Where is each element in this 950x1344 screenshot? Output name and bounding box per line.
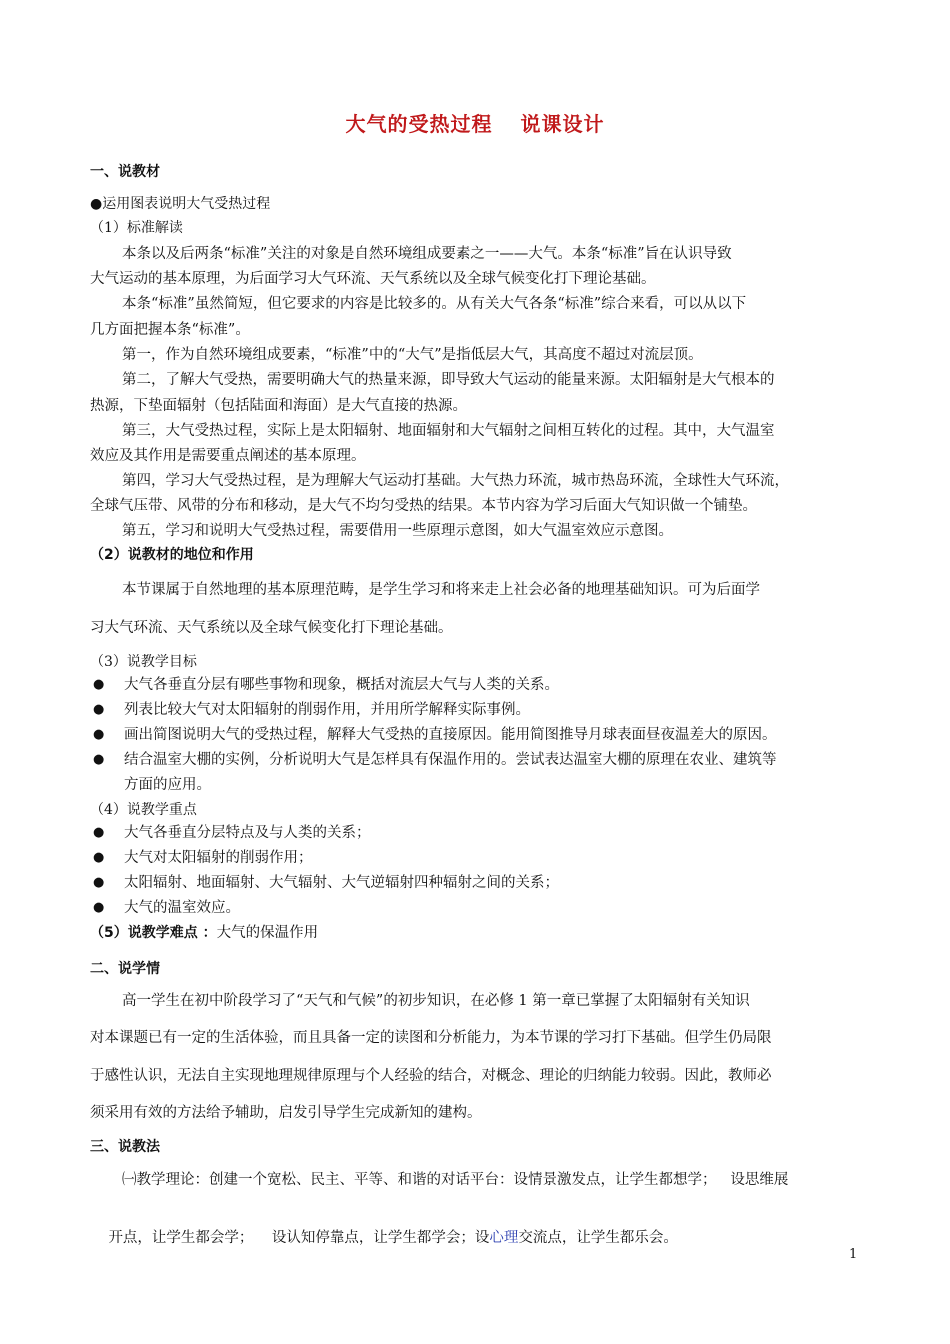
section-heading-teaching-material: 一、说教材 — [90, 164, 160, 180]
highlighted-text: 心理 — [489, 1230, 519, 1246]
paragraph-line: 高一学生在初中阶段学习了“天气和气候”的初步知识，在必修 1 第一章已掌握了太阳辐射有关知识 — [122, 993, 750, 1009]
bullet-icon: ● — [93, 850, 105, 865]
topic-line: ●运用图表说明大气受热过程 — [90, 196, 271, 212]
paragraph-line: 第二，了解大气受热，需要明确大气的热量来源，即导致大气运动的能量来源。太阳辐射是大气根本的 — [122, 372, 775, 388]
paragraph-line — [90, 1208, 860, 1268]
paragraph-line: 大气运动的基本原理，为后面学习大气环流、天气系统以及全球气候变化打下理论基础。 — [90, 271, 656, 287]
paragraph-line: 本条以及后两条“标准”关注的对象是自然环境组成要素之一——大气。本条“标准”旨在认识导致 — [122, 246, 732, 262]
list-item: 大气各垂直分层特点及与人类的关系； — [124, 825, 371, 841]
section-heading-methods: 三、说教法 — [90, 1139, 160, 1155]
bullet-icon: ● — [93, 825, 105, 840]
bullet-icon: ● — [93, 727, 105, 742]
bullet-icon: ● — [93, 900, 105, 915]
text-run: 交流点，让学生都乐会。 — [518, 1230, 678, 1246]
paragraph-line: 热源，下垫面辐射（包括陆面和海面）是大气直接的热源。 — [90, 398, 467, 414]
list-item: 大气各垂直分层有哪些事物和现象，概括对流层大气与人类的关系。 — [124, 677, 559, 693]
text-run: 开点，让学生都会学； 设认知停靠点，让学生都学会；设 — [108, 1230, 490, 1246]
list-item: 列表比较大气对太阳辐射的削弱作用，并用所学解释实际事例。 — [124, 702, 530, 718]
subsection-key-points-label: （4）说教学重点 — [90, 802, 197, 818]
paragraph-line: 本条“标准”虽然简短，但它要求的内容是比较多的。从有关大气各条“标准”综合来看，可以从以下 — [122, 296, 747, 312]
paragraph-line: 对本课题已有一定的生活体验，而且具备一定的读图和分析能力，为本节课的学习打下基础。但学生仍局限 — [90, 1030, 772, 1046]
bullet-icon: ● — [93, 702, 105, 717]
list-item: 太阳辐射、地面辐射、大气辐射、大气逆辐射四种辐射之间的关系； — [124, 875, 559, 891]
page-number: 1 — [849, 1247, 858, 1262]
paragraph-line: ㈠教学理论：创建一个宽松、民主、平等、和谐的对话平台：设情景激发点，让学生都想学； 设思维展 — [122, 1172, 789, 1188]
section-heading-students: 二、说学情 — [90, 961, 160, 977]
bullet-icon: ● — [93, 752, 105, 767]
subsection-objectives-label: （3）说教学目标 — [90, 654, 197, 670]
difficulty-line — [90, 923, 860, 943]
paragraph-line: 全球气压带、风带的分布和移动，是大气不均匀受热的结果。本节内容为学习后面大气知识做一个铺垫。 — [90, 498, 757, 514]
list-item: 大气对太阳辐射的削弱作用； — [124, 850, 313, 866]
list-item: 大气的温室效应。 — [124, 900, 240, 916]
list-item-continuation: 方面的应用。 — [124, 777, 211, 793]
difficulty-separator: ： — [197, 925, 217, 941]
paragraph-line: 习大气环流、天气系统以及全球气候变化打下理论基础。 — [90, 620, 453, 636]
subsection-difficulty-label: （5）说教学难点 — [90, 925, 198, 941]
list-item: 结合温室大棚的实例，分析说明大气是怎样具有保温作用的。尝试表达温室大棚的原理在农业、建筑等 — [124, 752, 777, 768]
title-right: 说课设计 — [520, 112, 605, 136]
paragraph-line: 须采用有效的方法给予辅助，启发引导学生完成新知的建构。 — [90, 1105, 482, 1121]
title-left: 大气的受热过程 — [345, 112, 493, 136]
paragraph-line: 第三，大气受热过程，实际上是太阳辐射、地面辐射和大气辐射之间相互转化的过程。其中，大气温室 — [122, 423, 775, 439]
list-item: 画出简图说明大气的受热过程，解释大气受热的直接原因。能用简图推导月球表面昼夜温差大的原因。 — [124, 727, 777, 743]
paragraph-line: 第一，作为自然环境组成要素，“标准”中的“大气”是指低层大气，其高度不超过对流层顶。 — [122, 347, 703, 363]
difficulty-value: 大气的保温作用 — [216, 925, 319, 941]
document-title — [0, 108, 950, 137]
paragraph-line: 几方面把握本条“标准”。 — [90, 322, 250, 338]
bullet-icon: ● — [93, 875, 105, 890]
paragraph-line: 本节课属于自然地理的基本原理范畴，是学生学习和将来走上社会必备的地理基础知识。可为后面学 — [122, 582, 760, 598]
paragraph-line: 于感性认识，无法自主实现地理规律原理与个人经验的结合，对概念、理论的归纳能力较弱。因此，教师必 — [90, 1068, 772, 1084]
paragraph-line: 第四，学习大气受热过程，是为理解大气运动打基础。大气热力环流，城市热岛环流，全球性大气环流， — [122, 473, 789, 489]
bullet-icon: ● — [93, 677, 105, 692]
subsection-status-label: （2）说教材的地位和作用 — [90, 547, 254, 563]
paragraph-line: 效应及其作用是需要重点阐述的基本原理。 — [90, 448, 366, 464]
subsection-standard-label: （1）标准解读 — [90, 220, 183, 236]
paragraph-line: 第五，学习和说明大气受热过程，需要借用一些原理示意图，如大气温室效应示意图。 — [122, 523, 673, 539]
